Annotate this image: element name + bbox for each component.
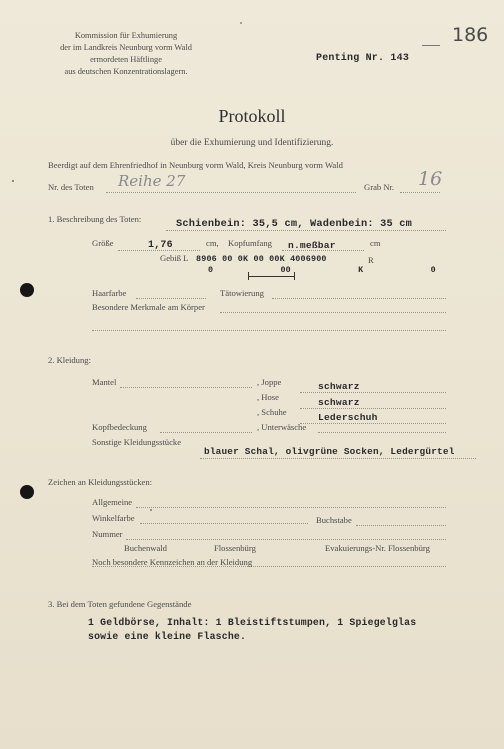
sonstige-label: Sonstige Kleidungsstücke xyxy=(92,437,182,447)
gebiss-chart-top: 8906 00 0K 00 00K 4006900 xyxy=(196,254,327,264)
allgemeine-label: Allgemeine xyxy=(92,497,133,507)
nummer-label: Nummer xyxy=(92,529,123,539)
gebiss-divider xyxy=(248,276,294,277)
section3-heading: 3. Bei dem Toten gefundene Gegenstände xyxy=(48,599,192,609)
groesse-label: Größe xyxy=(92,238,114,248)
winkelfarbe-label: Winkelfarbe xyxy=(92,513,135,523)
unterwaesche-label: , Unterwäsche xyxy=(257,422,307,432)
page-number-dash xyxy=(422,45,440,46)
joppe-value: schwarz xyxy=(318,381,360,392)
taetowierung-label: Tätowierung xyxy=(220,288,264,298)
kennzeichen-label: Noch besondere Kennzeichen an der Kleidung xyxy=(92,557,253,567)
nr-label: Nr. des Toten xyxy=(48,182,94,192)
merkmale-label: Besondere Merkmale am Körper xyxy=(92,302,205,312)
cm-unit: cm xyxy=(370,238,381,248)
burial-line: Beerdigt auf dem Ehrenfriedhof in Neunburg vorm Wald, Kreis Neunburg vorm Wald xyxy=(48,160,343,170)
schuhe-value: Lederschuh xyxy=(318,412,378,423)
section1-heading: 1. Beschreibung des Toten: xyxy=(48,214,142,224)
org-header xyxy=(26,30,226,78)
grab-label: Grab Nr. xyxy=(364,182,395,192)
groesse-value: 1,76 xyxy=(148,240,173,251)
gegenstaende-line-1: 1 Geldbörse, Inhalt: 1 Bleistiftstumpen, 1 Spiegelglas xyxy=(88,617,417,628)
kopfumfang-value: n.meßbar xyxy=(288,240,336,251)
nr-value-handwritten: Reihe 27 xyxy=(118,172,186,190)
org-line: der im Landkreis Neunburg vorm Wald xyxy=(60,43,192,52)
schuhe-label: , Schuhe xyxy=(257,407,287,417)
evakuierungs-label: Evakuierungs-Nr. Flossenbürg xyxy=(325,543,430,553)
punch-hole-bottom xyxy=(20,485,34,499)
file-reference: Penting Nr. 143 xyxy=(316,53,410,64)
gebiss-chart-bottom: 0 00 K 0 xyxy=(208,265,436,275)
document-title: Protokoll xyxy=(218,106,286,126)
page-number: 186 xyxy=(452,24,489,46)
org-line: Kommission für Exhumierung xyxy=(74,31,178,40)
punch-hole-top xyxy=(20,283,34,297)
sonstige-value: blauer Schal, olivgrüne Socken, Ledergürtel xyxy=(204,446,455,457)
kopfbedeckung-label: Kopfbedeckung xyxy=(92,422,147,432)
paper-speck xyxy=(12,180,14,182)
grab-value-handwritten: 16 xyxy=(418,168,443,190)
section1-typed-text: Schienbein: 35,5 cm, Wadenbein: 35 cm xyxy=(176,218,413,230)
document-subtitle: über die Exhumierung und Identifizierung. xyxy=(170,138,334,148)
kopfumfang-label: Kopfumfang xyxy=(228,238,272,248)
buchenwald-label: Buchenwald xyxy=(124,543,167,553)
buchstabe-label: Buchstabe xyxy=(316,515,352,525)
section2-heading: 2. Kleidung: xyxy=(48,355,91,365)
cm-unit: cm, xyxy=(206,238,219,248)
org-line: ermordeten Häftlinge xyxy=(90,55,162,64)
joppe-label: , Joppe xyxy=(257,377,282,387)
gebiss-r: R xyxy=(368,255,374,265)
zeichen-heading: Zeichen an Kleidungsstücken: xyxy=(48,477,153,487)
paper-speck xyxy=(150,509,152,511)
hose-value: schwarz xyxy=(318,397,360,408)
gebiss-label: Gebiß L xyxy=(160,253,189,263)
paper-speck xyxy=(240,22,242,24)
gegenstaende-line-2: sowie eine kleine Flasche. xyxy=(88,631,247,642)
org-line: aus deutschen Konzentrationslagern. xyxy=(64,67,188,76)
hose-label: , Hose xyxy=(257,392,279,402)
haarfarbe-label: Haarfarbe xyxy=(92,288,127,298)
flossenbuerg-label: Flossenbürg xyxy=(214,543,256,553)
mantel-label: Mantel xyxy=(92,377,117,387)
